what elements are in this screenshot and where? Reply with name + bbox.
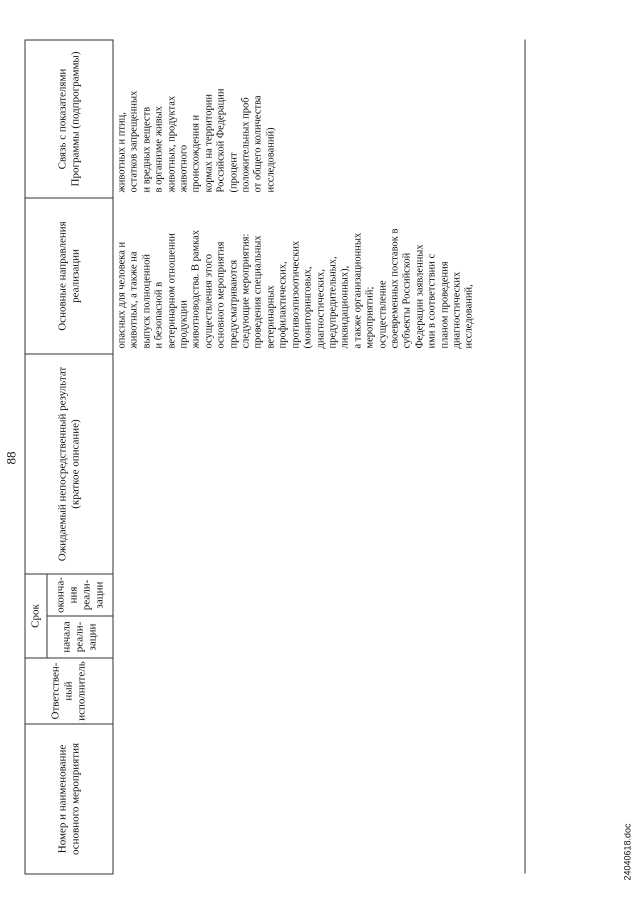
directions-text xyxy=(117,199,477,349)
cell-expected-result xyxy=(113,354,525,574)
indicators-line: кормах на территории xyxy=(203,94,215,193)
directions-line: животноводства. В рамках xyxy=(190,229,202,349)
directions-line: осуществления этого xyxy=(203,254,215,349)
cell-activity xyxy=(113,724,525,874)
directions-line: профилактических, xyxy=(277,261,289,349)
directions-line: ими в соответствии с xyxy=(426,253,438,349)
indicators-line: Российской Федерации xyxy=(215,88,227,193)
indicators-line: от общего количества xyxy=(252,95,264,193)
directions-line: а также организационных xyxy=(352,232,364,349)
directions-line: животных, а также на xyxy=(128,251,140,349)
header-activity: Номер и наименование основного мероприятия xyxy=(25,724,113,874)
directions-line: опасных для человека и xyxy=(116,241,128,349)
indicators-text xyxy=(117,39,278,193)
directions-line: и безопасной в xyxy=(153,281,165,349)
directions-line: диагностических xyxy=(451,271,463,349)
directions-line: ветеринарных xyxy=(265,285,277,349)
indicators-line: и вредных веществ xyxy=(141,106,153,193)
indicators-line: (процент xyxy=(228,152,240,193)
directions-line: осуществление xyxy=(377,280,389,349)
directions-line: своевременных поставок в xyxy=(389,228,401,349)
indicators-line: исследований) xyxy=(265,127,277,193)
directions-line: исследований, xyxy=(463,284,475,349)
header-indicators: Связь с показателями Программы (подпрограммы) xyxy=(25,40,113,198)
directions-line: следующие мероприятия: xyxy=(240,233,252,349)
directions-line: ликвидационных), xyxy=(339,265,351,349)
cell-term-start xyxy=(113,616,525,658)
header-term-end: оконча-ния реали-зации xyxy=(47,574,113,616)
directions-line: основного мероприятия xyxy=(215,241,227,349)
page-number: 88 xyxy=(3,451,19,465)
directions-line: (мониторинговых, xyxy=(302,266,314,349)
directions-line: противоэпизоотических xyxy=(290,240,302,349)
header-term: Срок xyxy=(25,574,47,658)
directions-line: предупредительных, xyxy=(327,256,339,349)
header-expected-result: Ожидаемый непосредственный результат (краткое описание) xyxy=(25,354,113,574)
directions-line: диагностических, xyxy=(315,269,326,349)
header-responsible: Ответствен-ный исполнитель xyxy=(25,658,113,724)
directions-line: продукции xyxy=(178,300,190,349)
directions-line: планом проведения xyxy=(439,261,451,349)
directions-line: проведения специальных xyxy=(252,235,264,349)
rotated-content xyxy=(1,0,640,905)
directions-line: Федерации заявленных xyxy=(414,244,426,349)
indicators-line: положительных проб xyxy=(240,97,252,193)
indicators-line: животного xyxy=(178,144,190,193)
directions-line: выпуск полноценной xyxy=(141,254,153,349)
directions-line: ветеринарном отношении xyxy=(166,233,178,349)
cell-responsible xyxy=(113,658,525,724)
directions-line: субъекты Российской xyxy=(401,252,413,349)
header-directions: Основные направления реализации xyxy=(25,198,113,354)
indicators-line: остатков запрещенных xyxy=(128,90,140,193)
indicators-line: животных и птиц, xyxy=(116,112,128,193)
indicators-line: в организме живых xyxy=(153,106,165,193)
directions-line: предусматриваются xyxy=(228,259,240,349)
indicators-line: животных, продуктах xyxy=(166,95,178,193)
directions-line: мероприятий; xyxy=(364,286,376,349)
indicators-line: происхождения и xyxy=(190,114,202,193)
file-name: 24040618.doc xyxy=(622,823,633,881)
cell-term-end xyxy=(113,574,525,616)
header-term-start: начала реали-зации xyxy=(47,616,113,658)
